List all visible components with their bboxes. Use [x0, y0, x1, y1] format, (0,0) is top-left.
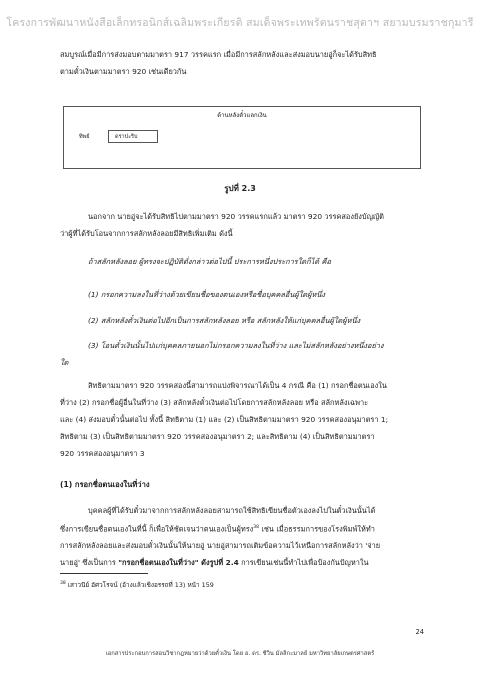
quote-intro: ถ้าสลักหลังลอย ผู้ทรงจะปฏิบัติดั่งกล่าวต่อไปนี้ ประการหนึ่งประการใดก็ได้ คือ	[88, 257, 331, 266]
footnote-number: 38	[60, 580, 66, 586]
section-heading: (1) กรอกชื่อตนเองในที่ว่าง	[60, 480, 150, 489]
footnote-divider	[60, 573, 148, 574]
running-footer: เอกสารประกอบการสอนวิชากฎหมายว่าด้วยตั๋วเงิน โดย อ. ดร. ชีวิน มัลลิกะมาลย์ มหาวิทยาลัยเกษตรศาสตร์	[105, 651, 375, 657]
text-run: นายอู่' ซึ่งเป็นการ	[60, 558, 119, 568]
paragraph-line: ที่ว่าง (2) กรอกชื่อผู้อื่นในที่ว่าง (3) สลักหลังตั๋วเงินต่อไปโดยการสลักหลังลอย หรือ สลักหลังเฉพาะ	[60, 398, 369, 407]
paragraph-line: และ (4) ส่งมอบตั๋วนั้นต่อไป ทั้งนี้ สิทธิตาม (1) และ (2) เป็นสิทธิตามมาตรา 920 วรรคสองอนุมาตรา 1;	[60, 415, 389, 424]
figure-caption: รูปที่ 2.3	[224, 184, 256, 193]
quote-item-1: (1) กรอกความลงในที่ว่างด้วยเขียนชื่อของตนเองหรือชื่อบุคคลอื่นผู้ใดผู้หนึ่ง	[88, 290, 326, 299]
footnote	[60, 580, 214, 590]
paragraph-line	[60, 554, 425, 571]
paragraph-2	[60, 208, 425, 242]
paragraph-1	[60, 46, 425, 80]
footnote-text: เสาวนีย์ อัศวโรจน์ (อ้างแล้วเชิงอรรถที่ 13) หน้า 159	[65, 581, 214, 589]
endorsement-box: ดราปะริบ	[108, 130, 158, 143]
quote-item-3	[60, 337, 425, 371]
paragraph-line: บุคคลผู้ที่ได้รับตั๋วมาจากการสลักหลังลอยสามารถใช้สิทธิเขียนชื่อตัวเองลงไปในตั๋วเงินนั้นได้	[88, 506, 376, 515]
paragraph-3	[60, 377, 425, 462]
paragraph-line: นอกจาก นายอู่จะได้รับสิทธิไปตามมาตรา 920 วรรคแรกแล้ว มาตรา 920 วรรคสองยังบัญญัติ	[88, 212, 384, 221]
paragraph-line: สิทธิตามมาตรา 920 วรรคสองนี้สามารถแบ่งพิจารณาได้เป็น 4 กรณี คือ (1) กรอกชื่อตนเองใน	[88, 381, 387, 390]
text-run: เช่น เมื่อธรรมการของโรงพิมพ์ให้ทำ	[259, 524, 375, 534]
paragraph-line: ตามตั๋วเงินตามมาตรา 920 เช่นเดียวกัน	[60, 67, 187, 76]
quote-item-2: (2) สลักหลังตั๋วเงินต่อไปอีกเป็นการสลักหลังลอย หรือ สลักหลังให้แก่บุคคลอื่นผู้ใดผู้หนึ่ง	[88, 316, 361, 325]
paragraph-line: ว่าผู้ที่ได้รับโอนจากการสลักหลังลอยมีสิทธิเพิ่มเติม ดังนี้	[60, 229, 233, 238]
running-header: โครงการพัฒนาหนังสือเล็กทรอนิกส์เฉลิมพระเกียรติ สมเด็จพระเทพรัตนราชสุดาฯ สยามบรมราชกุมารี	[6, 17, 474, 29]
paragraph-line	[60, 519, 425, 537]
emphasis-text: "กรอกชื่อตนเองในที่ว่าง"	[118, 558, 199, 568]
figure-side-label: ทิพย์	[79, 134, 90, 140]
paragraph-line: การสลักหลังลอยและส่งมอบตั๋วเงินนั้นให้นายอู่ นายอู่สามารถเติมข้อความไว้เหนือการสลักหลังว่า 'จ่าย	[60, 541, 381, 551]
quote-line: (3) โอนตั๋วเงินนั้นไปแก่บุคคลภายนอกไม่กรอกความลงในที่ว่าง และไม่สลักหลังอย่างหนึ่งอย่าง	[88, 341, 384, 350]
paragraph-line: สมบูรณ์เมื่อมีการส่งมอบตามมาตรา 917 วรรคแรก เมื่อมีการสลักหลังและส่งมอบนายอู่ก็จะได้รับสิทธิ	[60, 50, 377, 59]
page-number: 24	[415, 628, 424, 636]
bill-back-figure	[63, 106, 421, 169]
figure-title: ด้านหลังตั๋วแลกเงิน	[217, 112, 267, 119]
paragraph-line: 920 วรรคสองอนุมาตรา 3	[60, 449, 145, 458]
quote-line: ใด	[60, 358, 69, 367]
text-run: การเขียนเช่นนี้ทำไปเพื่อป้องกันปัญหาใน	[238, 558, 369, 568]
paragraph-4	[60, 502, 425, 571]
footnote-ref[interactable]: 38	[253, 525, 260, 530]
figure-ref[interactable]: ดังรูปที่ 2.4	[198, 558, 239, 568]
paragraph-line: สิทธิตาม (3) เป็นสิทธิตามมาตรา 920 วรรคสองอนุมาตรา 2; และสิทธิตาม (4) เป็นสิทธิตามมาตรา	[60, 432, 375, 441]
text-run: ซึ่งการเขียนชื่อตนเองในที่นี้ ก็เพื่อให้ชัดเจนว่าตนเองเป็นผู้ทรง	[60, 524, 254, 534]
